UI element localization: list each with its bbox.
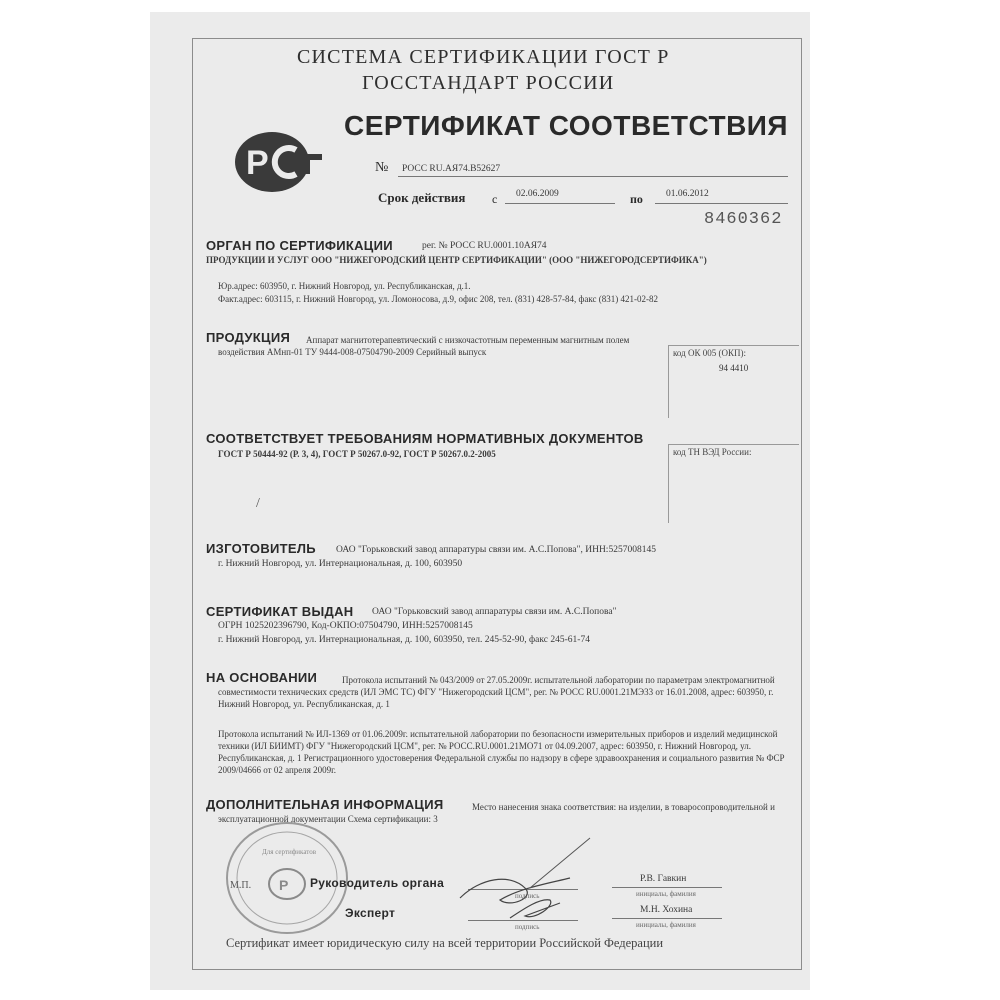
manufacturer-name: ОАО "Горьковский завод аппаратуры связи им. А.С.Попова", ИНН:5257008145	[336, 545, 656, 555]
number-underline	[398, 176, 788, 177]
expert-name-caption: инициалы, фамилия	[636, 921, 696, 929]
issued-address: г. Нижний Новгород, ул. Интернациональная, д. 100, 603950, тел. 245-52-90, факс 245-61-74	[218, 635, 590, 645]
svg-text:Р: Р	[279, 877, 289, 893]
validity-from: 02.06.2009	[516, 189, 559, 199]
organ-actual-address: Факт.адрес: 603115, г. Нижний Новгород, ул. Ломоносова, д.9, офис 208, тел. (831) 428-57-84, факс (831) 421-02-82	[218, 294, 659, 304]
expert-name: М.Н. Хохина	[640, 905, 693, 915]
validity-from-line	[505, 203, 615, 204]
header-gosstandart: ГОССТАНДАРТ РОССИИ	[362, 72, 615, 94]
head-name-caption: инициалы, фамилия	[636, 890, 696, 898]
basis-heading: НА ОСНОВАНИИ	[206, 670, 318, 685]
organ-heading: ОРГАН ПО СЕРТИФИКАЦИИ	[206, 238, 393, 253]
head-label: Руководитель органа	[310, 876, 445, 890]
expert-name-line	[612, 918, 722, 919]
additional-text: Место нанесения знака соответствия: на изделии, в товаросопроводительной и эксплуатационной документации Схема сертификации: 3	[218, 802, 775, 824]
rst-logo-icon	[234, 130, 324, 199]
conformity-heading: СООТВЕТСТВУЕТ ТРЕБОВАНИЯМ НОРМАТИВНЫХ ДОКУМЕНТОВ	[206, 431, 644, 446]
serial-number: 8460362	[704, 210, 783, 229]
stamp-text: Для сертификатов	[262, 848, 317, 856]
product-description: Аппарат магнитотерапевтический с низкочастотным переменным магнитным полем воздействия АМнп-01 ТУ 9444-008-07504790-2009 Серийный выпуск	[218, 335, 630, 357]
validity-label: Срок действия	[378, 190, 466, 205]
basis-protocol-2: Протокола испытаний № ИЛ-1369 от 01.06.2009г. испытательной лаборатории по безопасности измерительных приборов и изделий медицинской техники (ИЛ БИИМТ) ФГУ "Нижегородский ЦСМ", рег. № РОСС.RU.0001.21МО71 от 04.09.2007, адрес: 603950, г. Нижний Новгород, ул. Республиканская, д. 1 Регистрационного удостоверения Федеральной службы по надзору в сфере здравоохранения и социального развития № ФСР 2009/04666 от 02 апреля 2009г.	[218, 729, 785, 775]
issued-heading: СЕРТИФИКАТ ВЫДАН	[206, 604, 354, 619]
expert-label: Эксперт	[345, 906, 396, 920]
product-code-label: код ОК 005 (ОКП):	[673, 348, 746, 358]
head-name-line	[612, 887, 722, 888]
validity-to-label: по	[630, 192, 643, 206]
validity-to: 01.06.2012	[666, 189, 709, 199]
footer-statement: Сертификат имеет юридическую силу на всей территории Российской Федерации	[226, 936, 664, 950]
expert-signature-caption: подпись	[515, 923, 540, 931]
head-signature-caption: подпись	[515, 892, 540, 900]
head-name: Р.В. Гавкин	[640, 874, 687, 884]
mp-label: М.П.	[230, 880, 252, 891]
issued-name: ОАО "Горьковский завод аппаратуры связи им. А.С.Попова"	[372, 607, 617, 617]
organ-name: ПРОДУКЦИИ И УСЛУГ ООО "НИЖЕГОРОДСКИЙ ЦЕНТР СЕРТИФИКАЦИИ" (ООО "НИЖЕГОРОДСЕРТИФИКА")	[206, 255, 707, 265]
manufacturer-heading: ИЗГОТОВИТЕЛЬ	[206, 541, 316, 556]
certificate-number: РОСС RU.АЯ74.В52627	[402, 164, 501, 174]
product-code-box	[668, 345, 799, 418]
basis-protocol-1: Протокола испытаний № 043/2009 от 27.05.2009г. испытательной лаборатории по параметрам электромагнитной совместимости технических средств (ИЛ ЭМС ТС) ФГУ "Нижегородский ЦСМ", рег. № РОСС RU.0001.21МЭ33 от 16.01.2008, адрес: 603950, г. Нижний Новгород, ул. Республиканская, д. 1	[218, 675, 775, 709]
product-heading: ПРОДУКЦИЯ	[206, 330, 291, 345]
organ-reg: рег. № РОСС RU.0001.10АЯ74	[422, 241, 547, 251]
certificate-title: СЕРТИФИКАТ СООТВЕТСТВИЯ	[344, 110, 789, 141]
number-label: №	[375, 160, 389, 175]
validity-to-line	[655, 203, 788, 204]
stray-mark: /	[256, 496, 260, 511]
issued-ogrn: ОГРН 1025202396790, Код-ОКПО:07504790, ИНН:5257008145	[218, 621, 473, 631]
header-system: СИСТЕМА СЕРТИФИКАЦИИ ГОСТ Р	[297, 46, 670, 68]
organ-legal-address: Юр.адрес: 603950, г. Нижний Новгород, ул. Республиканская, д.1.	[218, 281, 471, 291]
additional-heading: ДОПОЛНИТЕЛЬНАЯ ИНФОРМАЦИЯ	[206, 797, 444, 812]
tnved-code-box	[668, 444, 799, 523]
svg-text:Р: Р	[246, 144, 269, 182]
handwritten-signature	[450, 828, 620, 933]
validity-from-label: с	[492, 192, 498, 206]
conformity-standards: ГОСТ Р 50444-92 (Р. 3, 4), ГОСТ Р 50267.0-92, ГОСТ Р 50267.0.2-2005	[218, 449, 496, 459]
manufacturer-address: г. Нижний Новгород, ул. Интернациональная, д. 100, 603950	[218, 559, 463, 569]
tnved-code-label: код ТН ВЭД России:	[673, 447, 752, 457]
product-code-value: 94 4410	[719, 363, 749, 373]
